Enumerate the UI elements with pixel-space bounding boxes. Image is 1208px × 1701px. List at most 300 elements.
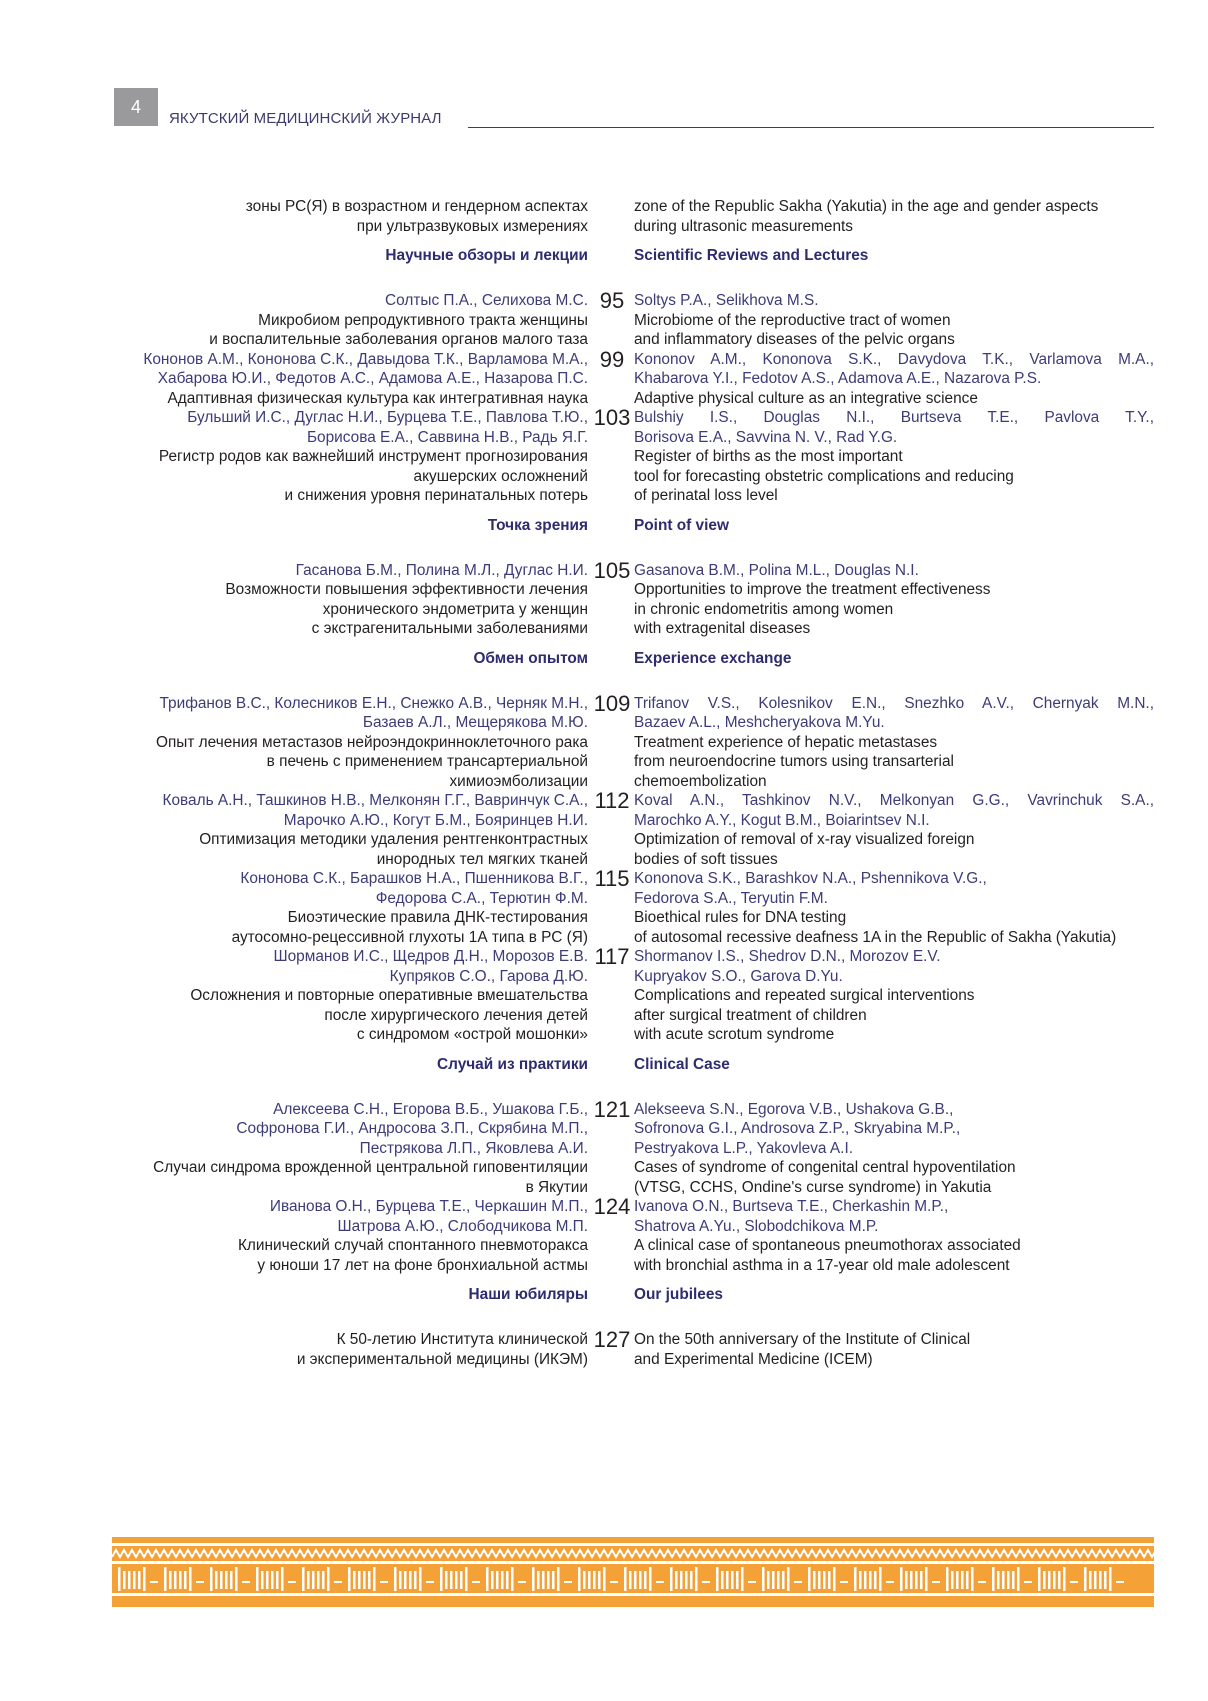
section-title-ru: Точка зрения: [487, 516, 588, 534]
ornament-bar: [312, 1571, 315, 1589]
ornament-bar: [179, 1571, 182, 1589]
title-line-ru: Биоэтические правила ДНК-тестирования: [287, 909, 588, 926]
ornament-bar: [731, 1571, 734, 1589]
author-line-en: Ivanova O.N., Burtseva T.E., Cherkashin M.P.,: [634, 1198, 949, 1215]
ornament-bar: [685, 1571, 688, 1589]
toc-entry: [0, 944, 1208, 1045]
entry-ru: [100, 408, 588, 506]
author-line-en: Pestryakova L.P., Yakovleva A.I.: [634, 1139, 854, 1157]
entry-ru: [100, 350, 588, 409]
ornament-bar: [971, 1567, 974, 1591]
ornament-bar: [1058, 1571, 1061, 1589]
ornament-link: [840, 1581, 848, 1583]
ornament-bar: [118, 1567, 121, 1591]
entry-en: [634, 408, 1154, 506]
page-ref: 103: [593, 405, 631, 430]
ornament-bar: [915, 1571, 918, 1589]
ornament-bar: [869, 1571, 872, 1589]
author-line-ru: Купряков С.О., Гарова Д.Ю.: [389, 967, 588, 985]
ornament-bar: [302, 1567, 305, 1591]
continuation-en: [634, 197, 1154, 236]
author-line-ru: Иванова О.Н., Бурцева Т.Е., Черкашин М.П.,: [269, 1198, 588, 1215]
title-line-ru: инородных тел мягких тканей: [376, 850, 588, 868]
ornament-bar: [455, 1571, 458, 1589]
entry-en: [634, 869, 1154, 947]
ornament-bar: [399, 1571, 402, 1589]
ornament-bar: [1099, 1571, 1102, 1589]
entry-en: [634, 1100, 1154, 1198]
ornament-bar: [368, 1571, 371, 1589]
ornament-bar: [511, 1567, 514, 1591]
title-line-ru: с синдромом «острой мошонки»: [356, 1026, 588, 1043]
author-line-ru: Пестрякова Л.П., Яковлева А.И.: [359, 1139, 588, 1157]
author-line-en: Soltys P.A., Selikhova M.S.: [634, 292, 819, 309]
ornament-link: [932, 1581, 940, 1583]
ornament-link: [518, 1581, 526, 1583]
title-line-ru: акушерских осложнений: [413, 467, 588, 485]
author-line-en: Bazaev A.L., Meshcheryakova M.Yu.: [634, 714, 885, 731]
section-heading: [0, 506, 1208, 545]
ornament-bar: [235, 1567, 238, 1591]
entry-en: [634, 1197, 1154, 1275]
title-line-ru: Микробиом репродуктивного тракта женщины: [258, 311, 588, 329]
ornament-bar: [966, 1571, 969, 1589]
ornament-bar: [736, 1571, 739, 1589]
ornament-bar: [419, 1567, 422, 1591]
title-line-en: in chronic endometritis among women: [634, 600, 894, 618]
title-line-ru: и снижения уровня перинатальных потерь: [284, 487, 588, 504]
ornament-bar: [762, 1567, 765, 1591]
title-line-ru: с экстрагенитальными заболеваниями: [311, 620, 588, 637]
ornament-bar: [813, 1571, 816, 1589]
ornament-bar: [450, 1571, 453, 1589]
title-line-en: A clinical case of spontaneous pneumothorax associated: [634, 1237, 1021, 1254]
title-line-en: On the 50th anniversary of the Institute of Clinical: [634, 1331, 971, 1348]
ornament-bar: [1007, 1571, 1010, 1589]
section-title-en: Scientific Reviews and Lectures: [634, 247, 869, 264]
ornament-bar: [230, 1571, 233, 1589]
ornament-bar: [552, 1571, 555, 1589]
ornament-bar: [695, 1567, 698, 1591]
ornament-link: [472, 1581, 480, 1583]
ornament-bar: [721, 1571, 724, 1589]
title-line-ru: Возможности повышения эффективности лечения: [225, 581, 588, 598]
ornament-bar: [808, 1567, 811, 1591]
section-heading: [0, 236, 1208, 275]
ornament-bar: [123, 1571, 126, 1589]
author-line-en: Khabarova Y.I., Fedotov A.S., Adamova A.E., Nazarova P.S.: [634, 370, 1042, 387]
ornament-link: [150, 1581, 158, 1583]
author-line-en: Fedorova S.A., Teryutin F.M.: [634, 889, 828, 907]
page-ref: 115: [594, 866, 630, 891]
ornament-bar: [1109, 1567, 1112, 1591]
author-line-ru: Гасанова Б.М., Полина М.Л., Дуглас Н.И.: [295, 561, 588, 579]
title-line-en: Microbiome of the reproductive tract of women: [634, 311, 951, 329]
ornament-bar: [445, 1571, 448, 1589]
ornament-bar: [675, 1571, 678, 1589]
author-line-ru: Софронова Г.И., Андросова З.П., Скрябина М.П.,: [236, 1120, 588, 1137]
entry-en: [634, 694, 1154, 792]
ornament-band: [112, 1561, 1154, 1564]
ornament-bar: [266, 1571, 269, 1589]
title-line-ru: и воспалительные заболевания органов малого таза: [209, 331, 588, 348]
ornament-link: [978, 1581, 986, 1583]
ornament-bar: [639, 1571, 642, 1589]
ornament-link: [794, 1581, 802, 1583]
ornament-bar: [879, 1567, 882, 1591]
ornament-bar: [787, 1567, 790, 1591]
entry-en: [634, 947, 1154, 1045]
title-line-en: Adaptive physical culture as an integrative science: [634, 389, 978, 407]
ornament-bar: [491, 1571, 494, 1589]
title-line-ru: Случаи синдрома врожденной центральной гиповентиляции: [153, 1159, 588, 1176]
ornament-zigzag: [112, 1550, 1154, 1557]
ornament-bar: [680, 1571, 683, 1589]
ornament-bar: [925, 1567, 928, 1591]
title-line-en: (VTSG, CCHS, Ondine's curse syndrome) in Yakutia: [634, 1178, 992, 1196]
author-line-ru: Марочко А.Ю., Когут Б.М., Бояринцев Н.И.: [283, 811, 588, 829]
author-line-ru: Солтыс П.А., Селихова М.С.: [385, 292, 588, 309]
title-line-en: of perinatal loss level: [634, 487, 778, 504]
ornament-bar: [900, 1567, 903, 1591]
ornament-bar: [460, 1571, 463, 1589]
ornament-bar: [649, 1567, 652, 1591]
title-line-ru: Оптимизация методики удаления рентгенконтрастных: [199, 831, 588, 848]
entry-ru: [100, 791, 588, 869]
entry-en: [634, 350, 1154, 409]
author-line-ru: Шатрова А.Ю., Слободчикова М.П.: [337, 1217, 588, 1235]
author-line-en: Gasanova B.M., Polina M.L., Douglas N.I.: [634, 561, 919, 579]
page-ref: 105: [593, 557, 631, 583]
title-line-ru: Осложнения и повторные оперативные вмешательства: [190, 987, 588, 1004]
title-line-ru: химиоэмболизации: [449, 772, 588, 790]
ornament-bar: [348, 1567, 351, 1591]
ornament-link: [564, 1581, 572, 1583]
ornament-bar: [307, 1571, 310, 1589]
ornament-bar: [961, 1571, 964, 1589]
ornament-pattern: [112, 1537, 1154, 1607]
ornament-bar: [782, 1571, 785, 1589]
ornament-bar: [956, 1571, 959, 1589]
ornament-link: [334, 1581, 342, 1583]
ornament-bar: [138, 1571, 141, 1589]
author-line-ru: Базаев А.Л., Мещерякова М.Ю.: [362, 714, 588, 731]
ornament-bar: [486, 1567, 489, 1591]
ornament-bar: [409, 1571, 412, 1589]
header-rule: [468, 127, 1154, 128]
entry-ru: [100, 561, 588, 639]
title-line-en: Complications and repeated surgical interventions: [634, 987, 975, 1004]
toc-entry: [0, 866, 1208, 947]
title-line-en: Treatment experience of hepatic metastases: [634, 733, 938, 751]
ornament-bar: [1038, 1567, 1041, 1591]
ornament-link: [1116, 1581, 1124, 1583]
ornament-bar: [322, 1571, 325, 1589]
ornament-bar: [1043, 1571, 1046, 1589]
ornament-bar: [598, 1571, 601, 1589]
ornament-bar: [440, 1567, 443, 1591]
ornament-bar: [1104, 1571, 1107, 1589]
ornament-bar: [1089, 1571, 1092, 1589]
title-line-en: Opportunities to improve the treatment effectiveness: [634, 581, 991, 598]
author-line-en: Sofronova G.I., Androsova Z.P., Skryabina M.P.,: [634, 1120, 961, 1137]
ornament-band: [112, 1593, 1154, 1596]
ornament-link: [656, 1581, 664, 1583]
title-line-en: and Experimental Medicine (ICEM): [634, 1350, 873, 1368]
ornament-bar: [905, 1571, 908, 1589]
title-line-en: of autosomal recessive deafness 1A in the Republic of Sakha (Yakutia): [634, 928, 1117, 946]
ornament-bar: [951, 1571, 954, 1589]
title-line-en: tool for forecasting obstetric complications and reducing: [634, 467, 1014, 485]
title-line-ru: Опыт лечения метастазов нейроэндокринноклеточного рака: [155, 733, 588, 751]
toc-entry: [0, 346, 1208, 409]
title-line-en: with extragenital diseases: [634, 620, 811, 637]
author-line-ru: Федорова С.А., Терютин Ф.М.: [375, 889, 588, 907]
ornament-border: [112, 1537, 1154, 1607]
entry-ru: [100, 1330, 588, 1369]
ornament-link: [426, 1581, 434, 1583]
toc-entry: [0, 405, 1208, 506]
ornament-bar: [583, 1571, 586, 1589]
page-ref: 121: [593, 1096, 631, 1122]
ornament-link: [196, 1581, 204, 1583]
author-line-ru: Трифанов В.С., Колесников Е.Н., Снежко А.В., Черняк М.Н.,: [159, 694, 588, 712]
section-title-en: Experience exchange: [634, 649, 792, 667]
ornament-bar: [716, 1567, 719, 1591]
title-line-ru: в печень с применением трансартериальной: [266, 753, 588, 770]
ornament-bar: [128, 1571, 131, 1589]
ornament-bar: [501, 1571, 504, 1589]
title-line-ru: у юноши 17 лет на фоне бронхиальной астмы: [257, 1256, 588, 1274]
ornament-bar: [603, 1567, 606, 1591]
ornament-bar: [327, 1567, 330, 1591]
author-line-en: Alekseeva S.N., Egorova V.B., Ushakova G.B.,: [634, 1100, 954, 1118]
ornament-bar: [414, 1571, 417, 1589]
ornament-bar: [496, 1571, 499, 1589]
ornament-bar: [363, 1571, 366, 1589]
ornament-bar: [532, 1567, 535, 1591]
ornament-bar: [726, 1571, 729, 1589]
ornament-bar: [557, 1567, 560, 1591]
title-line-en: chemoembolization: [634, 772, 767, 790]
title-line-ru: К 50-летию Института клинической: [336, 1331, 588, 1348]
ornament-bar: [1012, 1571, 1015, 1589]
page-ref: 117: [594, 944, 630, 969]
ornament-bar: [624, 1567, 627, 1591]
ornament-bar: [828, 1571, 831, 1589]
entry-ru: [100, 1100, 588, 1198]
section-title-en: Point of view: [634, 516, 729, 534]
continuation-ru-line: зоны РС(Я) в возрастном и гендерном аспектах: [245, 198, 588, 215]
ornament-bar: [184, 1571, 187, 1589]
section-title-ru: Случай из практики: [437, 1055, 588, 1073]
author-line-ru: Шорманов И.С., Щедров Д.Н., Морозов Е.В.: [273, 948, 588, 965]
ornament-link: [886, 1581, 894, 1583]
ornament-bar: [593, 1571, 596, 1589]
ornament-bar: [578, 1567, 581, 1591]
ornament-bar: [823, 1571, 826, 1589]
title-line-en: after surgical treatment of children: [634, 1006, 867, 1024]
ornament-bar: [1094, 1571, 1097, 1589]
author-line-en: Kononov A.M., Kononova S.K., Davydova T.K., Varlamova M.A.,: [634, 350, 1154, 368]
ornament-link: [610, 1581, 618, 1583]
toc-entry: [0, 1194, 1208, 1275]
title-line-ru: Клинический случай спонтанного пневмоторакса: [237, 1237, 588, 1254]
ornament-bar: [1053, 1571, 1056, 1589]
ornament-bar: [169, 1571, 172, 1589]
ornament-bar: [670, 1567, 673, 1591]
author-line-ru: Бульший И.С., Дуглас Н.И., Бурцева Т.Е., Павлова Т.Ю.,: [187, 409, 588, 426]
ornament-bar: [767, 1571, 770, 1589]
author-line-en: Koval A.N., Tashkinov N.V., Melkonyan G.G., Vavrinchuk S.A.,: [634, 792, 1154, 809]
title-line-ru: после хирургического лечения детей: [324, 1006, 588, 1024]
ornament-link: [288, 1581, 296, 1583]
ornament-bar: [629, 1571, 632, 1589]
ornament-bar: [874, 1571, 877, 1589]
ornament-bar: [506, 1571, 509, 1589]
toc-entry: [0, 1327, 1208, 1369]
page-ref: 127: [593, 1327, 631, 1352]
ornament-bar: [864, 1571, 867, 1589]
ornament-bar: [215, 1571, 218, 1589]
journal-title: ЯКУТСКИЙ МЕДИЦИНСКИЙ ЖУРНАЛ: [169, 110, 442, 127]
ornament-bar: [189, 1567, 192, 1591]
ornament-bar: [373, 1567, 376, 1591]
ornament-link: [702, 1581, 710, 1583]
entry-ru: [100, 869, 588, 947]
author-line-ru: Коваль А.Н., Ташкинов Н.В., Мелконян Г.Г., Вавринчук С.А.,: [162, 792, 588, 809]
ornament-bar: [281, 1567, 284, 1591]
ornament-bar: [992, 1567, 995, 1591]
page-ref: 124: [593, 1194, 631, 1219]
entry-en: [634, 1330, 1154, 1369]
ornament-bar: [225, 1571, 228, 1589]
author-line-ru: Алексеева С.Н., Егорова В.Б., Ушакова Г.Б.,: [273, 1100, 588, 1118]
toc-entry: [0, 788, 1208, 869]
ornament-bar: [1063, 1567, 1066, 1591]
toc-entry: [0, 557, 1208, 639]
ornament-bar: [210, 1567, 213, 1591]
page-number: 4: [114, 88, 158, 126]
ornament-bar: [946, 1567, 949, 1591]
ornament-bar: [465, 1567, 468, 1591]
title-line-en: Bioethical rules for DNA testing: [634, 909, 847, 926]
title-line-en: and inflammatory diseases of the pelvic organs: [634, 331, 955, 348]
title-line-ru: Регистр родов как важнейший инструмент прогнозирования: [158, 448, 588, 465]
page-ref: 95: [599, 288, 625, 313]
ornament-bar: [920, 1571, 923, 1589]
section-heading: [0, 1275, 1208, 1314]
section-title-ru: Научные обзоры и лекции: [385, 247, 588, 264]
ornament-bar: [276, 1571, 279, 1589]
title-line-en: with acute scrotum syndrome: [634, 1026, 835, 1043]
ornament-bar: [644, 1571, 647, 1589]
author-line-en: Bulshiy I.S., Douglas N.I., Burtseva T.E., Pavlova T.Y.,: [634, 409, 1154, 426]
author-line-en: Shatrova A.Yu., Slobodchikova M.P.: [634, 1217, 879, 1235]
author-line-en: Shormanov I.S., Shedrov D.N., Morozov E.V.: [634, 948, 941, 965]
ornament-bar: [777, 1571, 780, 1589]
entry-ru: [100, 694, 588, 792]
section-heading: [0, 1045, 1208, 1084]
ornament-bar: [404, 1571, 407, 1589]
ornament-link: [1070, 1581, 1078, 1583]
ornament-bar: [220, 1571, 223, 1589]
ornament-bar: [588, 1571, 591, 1589]
author-line-en: Kononova S.K., Barashkov N.A., Pshennikova V.G.,: [634, 870, 987, 887]
title-line-ru: хронического эндометрита у женщин: [322, 600, 588, 618]
section-title-en: Our jubilees: [634, 1286, 723, 1303]
ornament-bar: [818, 1571, 821, 1589]
author-line-en: Trifanov V.S., Kolesnikov E.N., Snezhko A.V., Chernyak M.N.,: [634, 694, 1154, 712]
title-line-en: Optimization of removal of x-ray visualized foreign: [634, 831, 975, 848]
page-ref: 112: [594, 788, 630, 813]
ornament-bar: [1048, 1571, 1051, 1589]
author-line-ru: Кононова С.К., Барашков Н.А., Пшенникова В.Г.,: [240, 870, 588, 887]
ornament-bar: [859, 1571, 862, 1589]
entry-en: [634, 791, 1154, 869]
author-line-ru: Кононов А.М., Кононова С.К., Давыдова Т.К., Варламова М.А.,: [143, 350, 588, 368]
continuation-en-line: during ultrasonic measurements: [634, 217, 853, 235]
ornament-bar: [261, 1571, 264, 1589]
ornament-bar: [741, 1567, 744, 1591]
table-of-contents: [0, 197, 1208, 1369]
title-line-ru: Адаптивная физическая культура как интегративная наука: [167, 389, 588, 407]
title-line-en: bodies of soft tissues: [634, 850, 778, 868]
ornament-bar: [164, 1567, 167, 1591]
continuation-en-line: zone of the Republic Sakha (Yakutia) in the age and gender aspects: [634, 198, 1099, 215]
author-line-en: Marochko A.Y., Kogut B.M., Boiarintsev N.I.: [634, 811, 930, 829]
title-line-ru: в Якутии: [525, 1178, 588, 1196]
title-line-en: with bronchial asthma in a 17-year old male adolescent: [634, 1256, 1010, 1274]
ornament-bar: [542, 1571, 545, 1589]
entry-en: [634, 291, 1154, 350]
ornament-bar: [174, 1571, 177, 1589]
continuation-entry: [0, 197, 1208, 236]
author-line-ru: Хабарова Ю.И., Федотов А.С., Адамова А.Е., Назарова П.С.: [157, 370, 588, 387]
title-line-en: Cases of syndrome of congenital central hypoventilation: [634, 1159, 1016, 1176]
ornament-bar: [854, 1567, 857, 1591]
page-ref: 109: [593, 690, 631, 716]
ornament-link: [242, 1581, 250, 1583]
ornament-bar: [133, 1571, 136, 1589]
ornament-bar: [394, 1567, 397, 1591]
ornament-link: [1024, 1581, 1032, 1583]
section-title-ru: Обмен опытом: [473, 649, 588, 667]
continuation-ru-line: при ультразвуковых измерениях: [356, 217, 588, 235]
ornament-bar: [143, 1567, 146, 1591]
ornament-bar: [690, 1571, 693, 1589]
ornament-bar: [547, 1571, 550, 1589]
entry-ru: [100, 1197, 588, 1275]
ornament-bar: [833, 1567, 836, 1591]
ornament-band: [112, 1543, 1154, 1546]
toc-entry: [0, 1096, 1208, 1198]
ornament-bar: [353, 1571, 356, 1589]
entry-en: [634, 561, 1154, 639]
ornament-bar: [997, 1571, 1000, 1589]
ornament-bar: [256, 1567, 259, 1591]
ornament-bar: [1084, 1567, 1087, 1591]
ornament-bar: [772, 1571, 775, 1589]
continuation-ru: [100, 197, 588, 236]
title-line-en: Register of births as the most important: [634, 448, 903, 465]
section-title-ru: Наши юбиляры: [468, 1286, 588, 1303]
ornament-bar: [537, 1571, 540, 1589]
ornament-bar: [1002, 1571, 1005, 1589]
ornament-bar: [910, 1571, 913, 1589]
toc-entry: [0, 690, 1208, 792]
section-heading: [0, 639, 1208, 678]
